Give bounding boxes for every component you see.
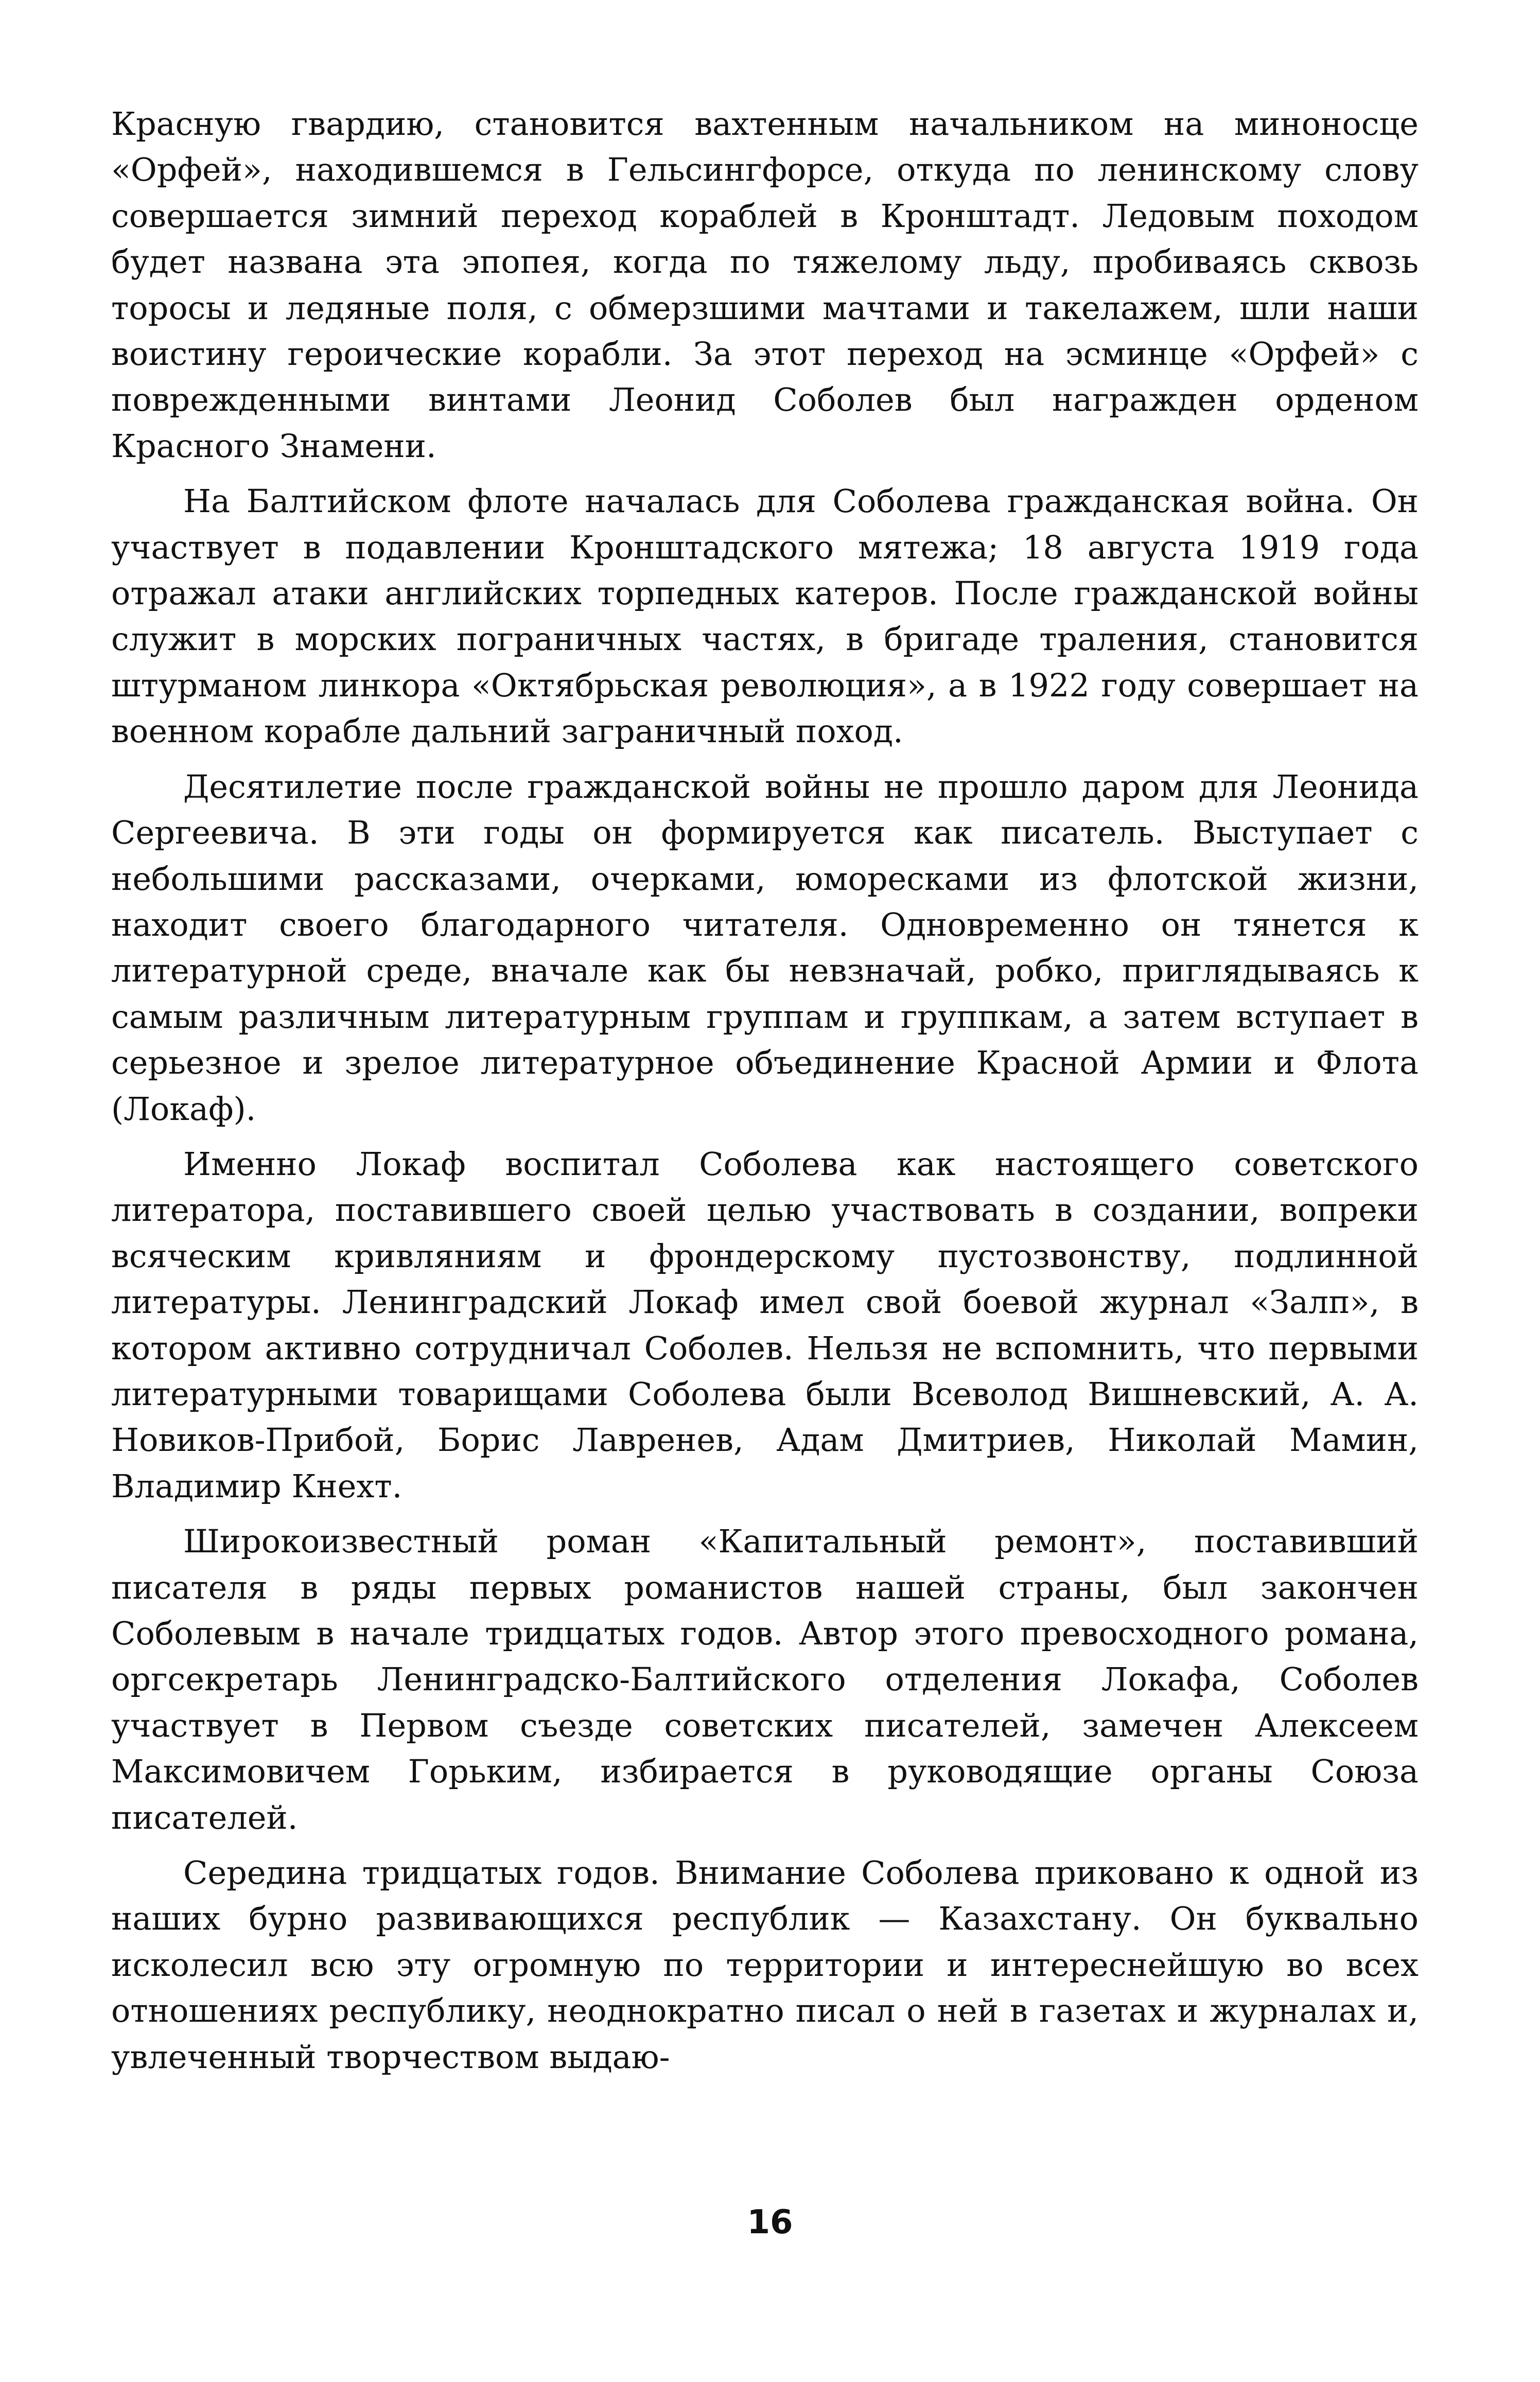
body-text bbox=[111, 101, 1419, 2089]
paragraph-5: Широкоизвестный роман «Капитальный ремонт», поставивший писателя в ряды первых романистов нашей страны, был закончен Соболевым в начале тридцатых годов. Автор этого превосходного романа, оргсекретарь Ленинградско-Балтийского отделения Локафа, Соболев участвует в Первом съезде советских писателей, замечен Алексеем Максимовичем Горьким, избирается в руководящие органы Союза писателей. bbox=[111, 1522, 1419, 1836]
paragraph-3: Десятилетие после гражданской войны не прошло даром для Леонида Сергеевича. В эти годы он формируется как писатель. Выступает с небольшими рассказами, очерками, юморесками из флотской жизни, находит своего благодарного читателя. Одновременно он тянется к литературной среде, вначале как бы невзначай, робко, приглядываясь к самым различным литературным группам и группкам, а затем вступает в серьезное и зрелое литературное объединение Красной Армии и Флота (Локаф). bbox=[111, 767, 1419, 1128]
paragraph-4: Именно Локаф воспитал Соболева как настоящего советского литератора, поставившего своей целью участвовать в создании, вопреки всяческим кривляниям и фрондерскому пустозвонству, подлинной литературы. Ленинградский Локаф имел свой боевой журнал «Залп», в котором активно сотрудничал Соболев. Нельзя не вспомнить, что первыми литературными товарищами Соболева были Всеволод Вишневский, А. А. Новиков-Прибой, Борис Лавренев, Адам Дмитриев, Николай Мамин, Владимир Кнехт. bbox=[111, 1145, 1419, 1505]
paragraph-1: Красную гвардию, становится вахтенным начальником на миноносце «Орфей», находившемся в Гельсингфорсе, откуда по ленинскому слову совершается зимний переход кораблей в Кронштадт. Ледовым походом будет названа эта эпопея, когда по тяжелому льду, пробиваясь сквозь торосы и ледяные поля, с обмерзшими мачтами и такелажем, шли наши воистину героические корабли. За этот переход на эсминце «Орфей» с поврежденными винтами Леонид Соболев был награжден орденом Красного Знамени. bbox=[111, 105, 1419, 465]
paragraph-6: Середина тридцатых годов. Внимание Соболева приковано к одной из наших бурно развивающихся республик — Казахстану. Он буквально исколесил всю эту огромную по территории и интереснейшую во всех отношениях республику, неоднократно писал о ней в газетах и журналах и, увлеченный творчеством выдаю- bbox=[111, 1854, 1419, 2076]
page-number: 16 bbox=[747, 2203, 793, 2241]
paragraph-2: На Балтийском флоте началась для Соболева гражданская война. Он участвует в подавлении Кронштадского мятежа; 18 августа 1919 года отражал атаки английских торпедных катеров. После гражданской войны служит в морских пограничных частях, в бригаде траления, становится штурманом линкора «Октябрьская революция», а в 1922 году совершает на военном корабле дальний заграничный поход. bbox=[111, 482, 1419, 750]
